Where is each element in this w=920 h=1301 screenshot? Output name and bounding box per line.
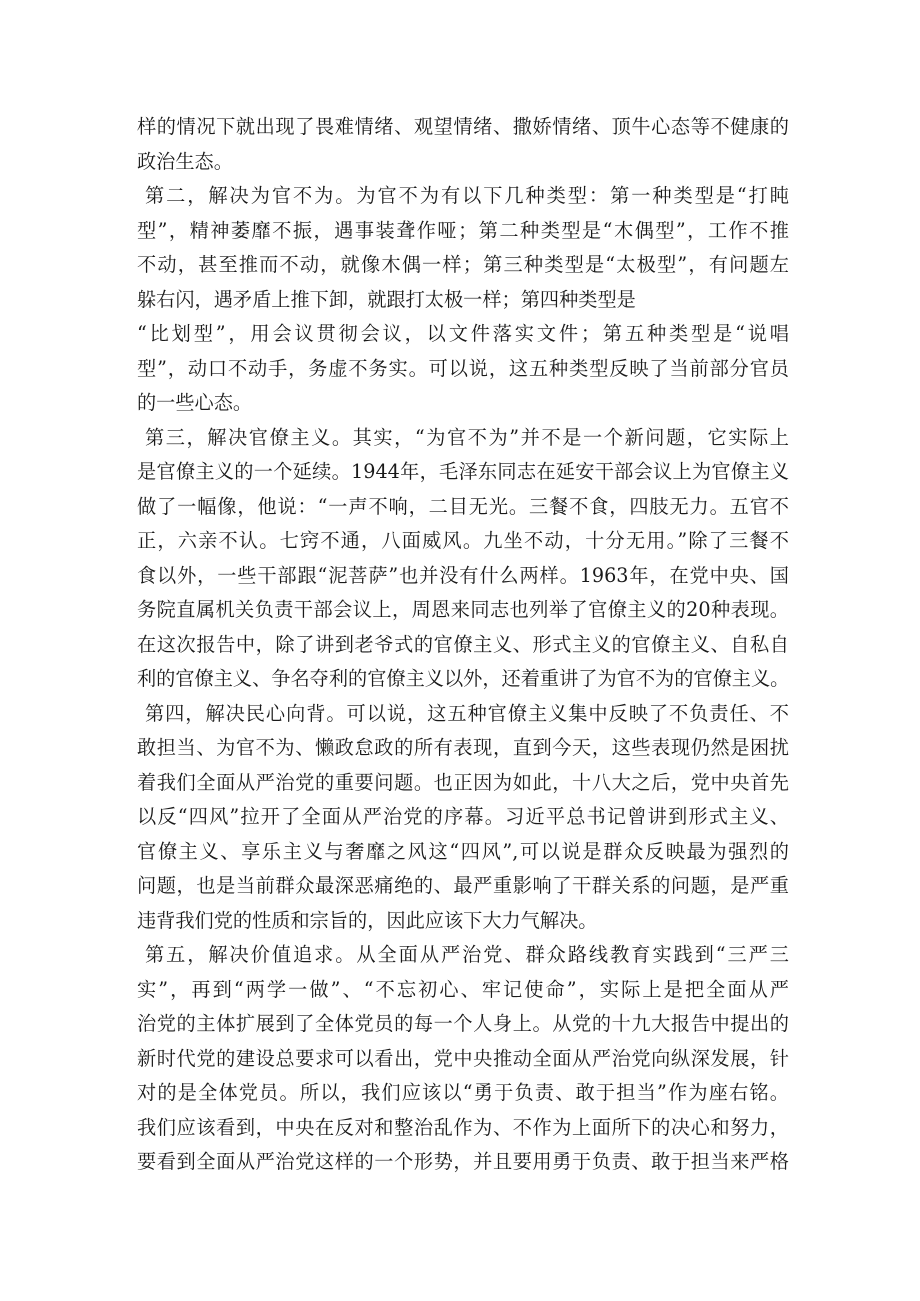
text-line: 利的官僚主义、争名夺利的官僚主义以外，还着重讲了为官不为的官僚主义。 [137,667,790,690]
text-line: 第五，解决价值追求。从全面从严治党、群众路线教育实践到“三严三 [145,943,789,966]
text-line: 不动，甚至推而不动，就像木偶一样；第三种类型是“太极型”，有问题左 [137,253,789,276]
text-line: 型”，动口不动手，务虚不务实。可以说，这五种类型反映了当前部分官员 [137,356,789,380]
text-line: 食以外，一些干部跟“泥菩萨”也并没有什么两样。1963年，在党中央、国 [137,563,789,587]
text-line: 第二，解决为官不为。为官不为有以下几种类型：第一种类型是“打盹 [145,184,789,207]
text-line: 务院直属机关负责干部会议上，周恩来同志也列举了官僚主义的20种表现。 [137,598,789,621]
document-page [137,110,789,1180]
text-line: 治党的主体扩展到了全体党员的每一个人身上。从党的十九大报告中提出的 [137,1012,789,1035]
text-line: 做了一幅像，他说：“一声不响，二目无光。三餐不食，四肢无力。五官不 [137,494,789,518]
text-line: 着我们全面从严治党的重要问题。也正因为如此，十八大之后，党中央首先 [137,770,789,794]
text-line: 第三，解决官僚主义。其实，“为官不为”并不是一个新问题，它实际上 [145,425,789,449]
text-line: 是官僚主义的一个延续。1944年，毛泽东同志在延安干部会议上为官僚主义 [137,460,789,483]
text-line: 敢担当、为官不为、懒政怠政的所有表现，直到今天，这些表现仍然是困扰 [137,736,789,759]
text-line: 实”，再到“两学一做”、“不忘初心、牢记使命”，实际上是把全面从严 [137,977,789,1001]
text-line: 违背我们党的性质和宗旨的，因此应该下大力气解决。 [137,908,598,932]
text-line: 型”，精神萎靡不振，遇事装聋作哑；第二种类型是“木偶型”，工作不推 [137,218,789,242]
text-line: “比划型”，用会议贯彻会议，以文件落实文件；第五种类型是“说唱 [137,322,789,345]
text-line: 对的是全体党员。所以，我们应该以“勇于负责、敢于担当”作为座右铭。 [137,1081,789,1104]
text-line: 在这次报告中，除了讲到老爷式的官僚主义、形式主义的官僚主义、自私自 [137,632,789,656]
text-line: 正，六亲不认。七窍不通，八面威风。九坐不动，十分无用。”除了三餐不 [137,529,789,552]
text-line: 政治生态。 [137,149,233,173]
text-line: 躲右闪，遇矛盾上推下卸，就跟打太极一样；第四种类型是 [137,287,636,311]
text-line: 样的情况下就出现了畏难情绪、观望情绪、撒娇情绪、顶牛心态等不健康的 [137,115,789,138]
text-line: 的一些心态。 [137,391,253,414]
text-line: 以反“四风”拉开了全面从严治党的序幕。习近平总书记曾讲到形式主义、 [137,805,789,828]
text-line: 我们应该看到，中央在反对和整治乱作为、不作为上面所下的决心和努力， [137,1115,789,1139]
text-line: 第四，解决民心向背。可以说，这五种官僚主义集中反映了不负责任、不 [145,701,789,725]
text-line: 问题，也是当前群众最深恶痛绝的、最严重影响了干群关系的问题，是严重 [137,874,789,897]
text-line: 新时代党的建设总要求可以看出，党中央推动全面从严治党向纵深发展，针 [137,1046,789,1070]
text-line: 要看到全面从严治党这样的一个形势，并且要用勇于负责、敢于担当来严格 [137,1150,789,1173]
text-line: 官僚主义、享乐主义与奢靡之风这“四风”,可以说是群众反映最为强烈的 [137,839,789,863]
